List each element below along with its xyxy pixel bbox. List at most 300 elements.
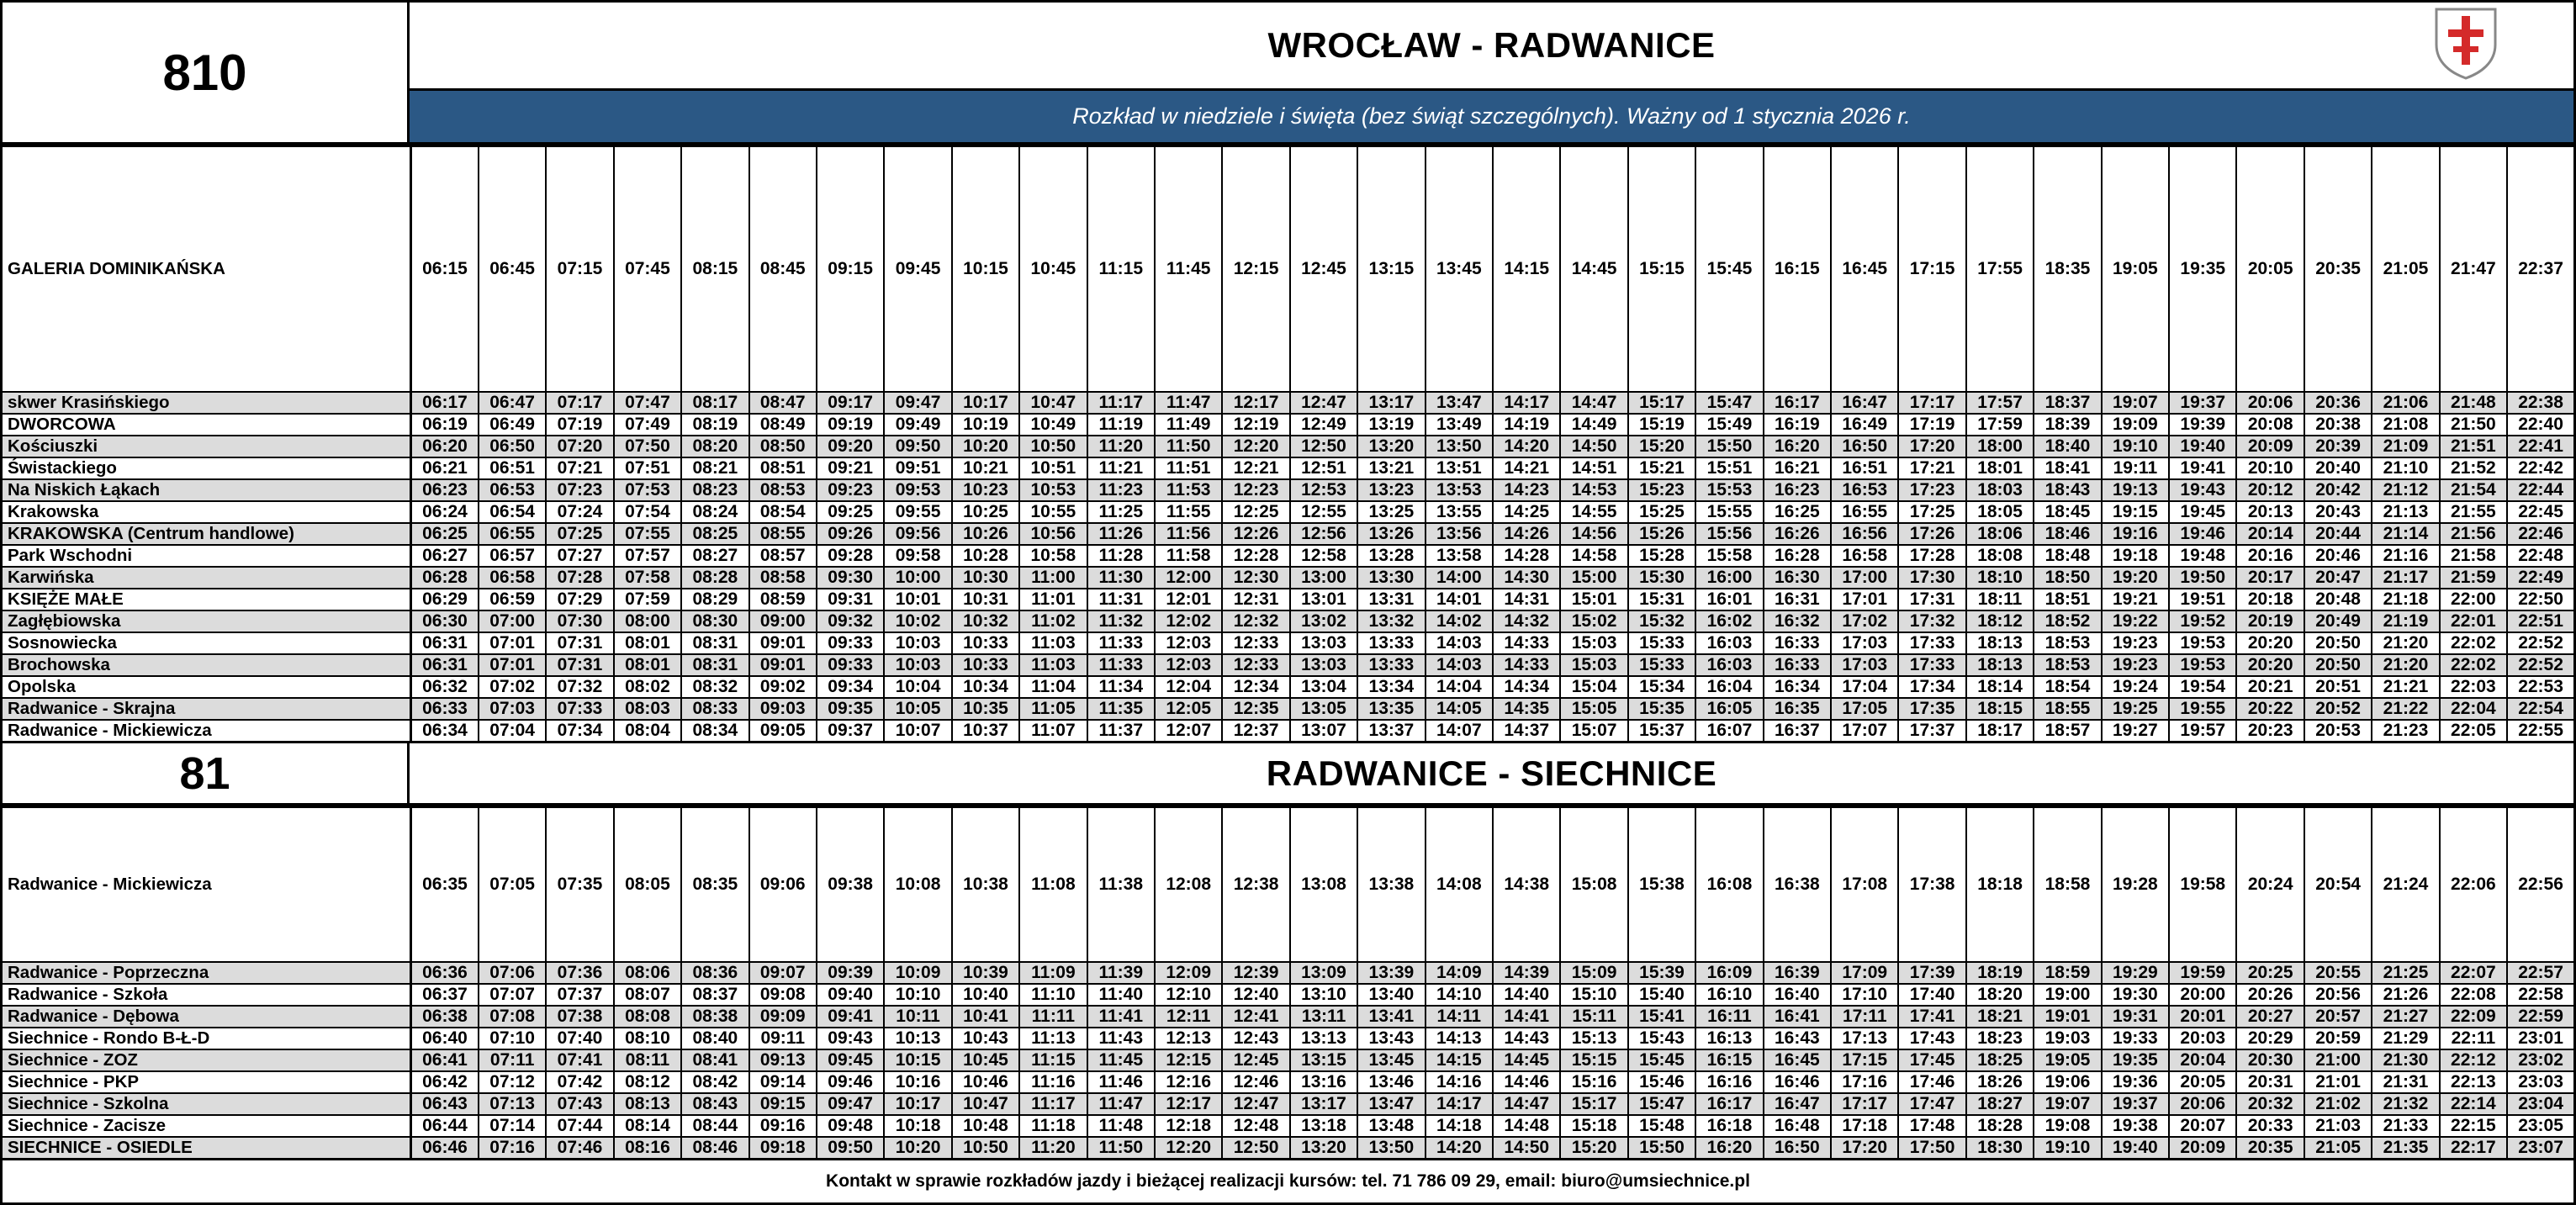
departure-time: 07:34 xyxy=(546,720,613,743)
departure-time: 18:17 xyxy=(1966,720,2034,743)
departure-time: 19:36 xyxy=(2102,1071,2169,1093)
departure-time: 19:11 xyxy=(2102,457,2169,479)
departure-time: 15:47 xyxy=(1695,392,1763,414)
departure-time: 12:28 xyxy=(1222,545,1289,567)
timetable-row xyxy=(2,698,2575,720)
departure-time: 06:24 xyxy=(411,501,479,523)
timetable-row xyxy=(2,1115,2575,1137)
departure-time: 11:13 xyxy=(1019,1028,1087,1049)
departure-time: 22:45 xyxy=(2507,501,2574,523)
departure-time: 20:49 xyxy=(2304,610,2372,632)
departure-time: 10:01 xyxy=(884,589,951,610)
departure-time: 14:40 xyxy=(1493,984,1560,1006)
timetable-row xyxy=(2,1071,2575,1093)
departure-time: 19:52 xyxy=(2169,610,2236,632)
schedule-validity-banner: Rozkład w niedziele i święta (bez świąt szczególnych). Ważny od 1 stycznia 2026 r. xyxy=(410,91,2576,145)
departure-time: 20:20 xyxy=(2236,632,2304,654)
departure-time: 19:45 xyxy=(2169,501,2236,523)
departure-time: 14:49 xyxy=(1560,414,1627,436)
departure-time: 08:58 xyxy=(749,567,817,589)
departure-time: 19:50 xyxy=(2169,567,2236,589)
departure-time: 14:34 xyxy=(1493,676,1560,698)
departure-time: 18:13 xyxy=(1966,632,2034,654)
departure-time: 21:25 xyxy=(2372,962,2439,984)
departure-time: 21:03 xyxy=(2304,1115,2372,1137)
departure-time: 19:06 xyxy=(2034,1071,2101,1093)
departure-time: 16:35 xyxy=(1764,698,1831,720)
departure-time: 10:45 xyxy=(1019,146,1087,393)
departure-time: 14:35 xyxy=(1493,698,1560,720)
departure-time: 07:03 xyxy=(479,698,546,720)
departure-time: 09:37 xyxy=(817,720,884,743)
departure-time: 11:31 xyxy=(1087,589,1155,610)
departure-time: 20:51 xyxy=(2304,676,2372,698)
departure-time: 09:20 xyxy=(817,436,884,457)
timetable-row xyxy=(2,720,2575,743)
departure-time: 15:37 xyxy=(1628,720,1695,743)
departure-time: 09:15 xyxy=(749,1093,817,1115)
departure-time: 16:15 xyxy=(1695,1049,1763,1071)
departure-time: 16:20 xyxy=(1764,436,1831,457)
departure-time: 18:05 xyxy=(1966,501,2034,523)
departure-time: 21:21 xyxy=(2372,676,2439,698)
departure-time: 21:32 xyxy=(2372,1093,2439,1115)
departure-time: 14:17 xyxy=(1493,392,1560,414)
departure-time: 12:53 xyxy=(1290,479,1357,501)
departure-time: 21:47 xyxy=(2440,146,2507,393)
departure-time: 22:51 xyxy=(2507,610,2574,632)
departure-time: 22:41 xyxy=(2507,436,2574,457)
departure-time: 16:03 xyxy=(1695,632,1763,654)
stop-name: Zagłębiowska xyxy=(2,610,411,632)
departure-time: 19:53 xyxy=(2169,632,2236,654)
departure-time: 10:02 xyxy=(884,610,951,632)
departure-time: 07:25 xyxy=(546,523,613,545)
departure-time: 10:47 xyxy=(1019,392,1087,414)
departure-time: 15:11 xyxy=(1560,1006,1627,1028)
departure-time: 16:46 xyxy=(1764,1071,1831,1093)
departure-time: 14:32 xyxy=(1493,610,1560,632)
departure-time: 20:54 xyxy=(2304,807,2372,963)
departure-time: 16:00 xyxy=(1695,567,1763,589)
departure-time: 15:23 xyxy=(1628,479,1695,501)
departure-time: 21:24 xyxy=(2372,807,2439,963)
departure-time: 18:40 xyxy=(2034,436,2101,457)
departure-time: 20:30 xyxy=(2236,1049,2304,1071)
timetable-row xyxy=(2,414,2575,436)
departure-time: 09:40 xyxy=(817,984,884,1006)
departure-time: 13:01 xyxy=(1290,589,1357,610)
departure-time: 08:41 xyxy=(681,1049,748,1071)
departure-time: 13:08 xyxy=(1290,807,1357,963)
departure-time: 20:26 xyxy=(2236,984,2304,1006)
departure-time: 21:20 xyxy=(2372,654,2439,676)
departure-time: 11:38 xyxy=(1087,807,1155,963)
departure-time: 22:12 xyxy=(2440,1049,2507,1071)
timetable-row xyxy=(2,676,2575,698)
departure-time: 16:04 xyxy=(1695,676,1763,698)
departure-time: 06:59 xyxy=(479,589,546,610)
departure-time: 17:19 xyxy=(1898,414,1965,436)
departure-time: 10:34 xyxy=(952,676,1019,698)
departure-time: 08:12 xyxy=(614,1071,681,1093)
departure-time: 15:09 xyxy=(1560,962,1627,984)
departure-time: 09:49 xyxy=(884,414,951,436)
departure-time: 10:56 xyxy=(1019,523,1087,545)
stop-name: GALERIA DOMINIKAŃSKA xyxy=(2,146,411,393)
departure-time: 10:25 xyxy=(952,501,1019,523)
departure-time: 11:11 xyxy=(1019,1006,1087,1028)
departure-time: 07:23 xyxy=(546,479,613,501)
departure-time: 19:37 xyxy=(2169,392,2236,414)
departure-time: 14:25 xyxy=(1493,501,1560,523)
departure-time: 18:53 xyxy=(2034,632,2101,654)
departure-time: 14:39 xyxy=(1493,962,1560,984)
departure-time: 21:13 xyxy=(2372,501,2439,523)
departure-time: 09:30 xyxy=(817,567,884,589)
departure-time: 11:16 xyxy=(1019,1071,1087,1093)
departure-time: 19:41 xyxy=(2169,457,2236,479)
departure-time: 12:05 xyxy=(1155,698,1222,720)
departure-time: 19:46 xyxy=(2169,523,2236,545)
departure-time: 19:25 xyxy=(2102,698,2169,720)
departure-time: 17:50 xyxy=(1898,1137,1965,1160)
departure-time: 22:11 xyxy=(2440,1028,2507,1049)
departure-time: 11:20 xyxy=(1087,436,1155,457)
departure-time: 22:07 xyxy=(2440,962,2507,984)
departure-time: 23:05 xyxy=(2507,1115,2574,1137)
stop-name: Krakowska xyxy=(2,501,411,523)
stop-name: Na Niskich Łąkach xyxy=(2,479,411,501)
departure-time: 15:17 xyxy=(1560,1093,1627,1115)
departure-time: 07:41 xyxy=(546,1049,613,1071)
departure-time: 12:16 xyxy=(1155,1071,1222,1093)
departure-time: 09:35 xyxy=(817,698,884,720)
departure-time: 17:03 xyxy=(1831,632,1898,654)
departure-time: 07:57 xyxy=(614,545,681,567)
departure-time: 22:48 xyxy=(2507,545,2574,567)
departure-time: 15:32 xyxy=(1628,610,1695,632)
departure-time: 16:10 xyxy=(1695,984,1763,1006)
departure-time: 09:26 xyxy=(817,523,884,545)
departure-time: 13:28 xyxy=(1357,545,1425,567)
departure-time: 10:49 xyxy=(1019,414,1087,436)
departure-time: 13:21 xyxy=(1357,457,1425,479)
departure-time: 15:33 xyxy=(1628,632,1695,654)
departure-time: 07:33 xyxy=(546,698,613,720)
departure-time: 12:01 xyxy=(1155,589,1222,610)
departure-time: 11:50 xyxy=(1155,436,1222,457)
departure-time: 18:27 xyxy=(1966,1093,2034,1115)
departure-time: 18:00 xyxy=(1966,436,2034,457)
departure-time: 10:50 xyxy=(952,1137,1019,1160)
departure-time: 18:51 xyxy=(2034,589,2101,610)
departure-time: 11:19 xyxy=(1087,414,1155,436)
departure-time: 15:58 xyxy=(1695,545,1763,567)
departure-time: 09:15 xyxy=(817,146,884,393)
departure-time: 20:04 xyxy=(2169,1049,2236,1071)
departure-time: 19:48 xyxy=(2169,545,2236,567)
departure-time: 19:37 xyxy=(2102,1093,2169,1115)
timetable-row xyxy=(2,654,2575,676)
departure-time: 13:56 xyxy=(1426,523,1493,545)
departure-time: 18:45 xyxy=(2034,501,2101,523)
departure-time: 22:06 xyxy=(2440,807,2507,963)
departure-time: 20:50 xyxy=(2304,654,2372,676)
departure-time: 12:20 xyxy=(1155,1137,1222,1160)
departure-time: 09:19 xyxy=(817,414,884,436)
timetable-row xyxy=(2,146,2575,393)
departure-time: 07:05 xyxy=(479,807,546,963)
departure-time: 12:02 xyxy=(1155,610,1222,632)
departure-time: 11:53 xyxy=(1155,479,1222,501)
departure-time: 17:08 xyxy=(1831,807,1898,963)
departure-time: 15:16 xyxy=(1560,1071,1627,1093)
departure-time: 06:46 xyxy=(411,1137,479,1160)
stop-name: Radwanice - Skrajna xyxy=(2,698,411,720)
departure-time: 20:50 xyxy=(2304,632,2372,654)
departure-time: 15:07 xyxy=(1560,720,1627,743)
contact-footer: Kontakt w sprawie rozkładów jazdy i bieżącej realizacji kursów: tel. 71 786 09 29, email: biuro@umsiechnice.pl xyxy=(0,1160,2576,1205)
departure-time: 16:28 xyxy=(1764,545,1831,567)
departure-time: 16:45 xyxy=(1764,1049,1831,1071)
departure-time: 08:32 xyxy=(681,676,748,698)
departure-time: 10:20 xyxy=(884,1137,951,1160)
departure-time: 20:39 xyxy=(2304,436,2372,457)
departure-time: 13:47 xyxy=(1426,392,1493,414)
timetable-row xyxy=(2,1049,2575,1071)
departure-time: 22:00 xyxy=(2440,589,2507,610)
departure-time: 18:20 xyxy=(1966,984,2034,1006)
departure-time: 18:11 xyxy=(1966,589,2034,610)
departure-time: 08:20 xyxy=(681,436,748,457)
departure-time: 08:00 xyxy=(614,610,681,632)
departure-time: 16:07 xyxy=(1695,720,1763,743)
departure-time: 15:31 xyxy=(1628,589,1695,610)
departure-time: 13:51 xyxy=(1426,457,1493,479)
departure-time: 15:53 xyxy=(1695,479,1763,501)
departure-time: 21:22 xyxy=(2372,698,2439,720)
departure-time: 07:46 xyxy=(546,1137,613,1160)
departure-time: 10:33 xyxy=(952,654,1019,676)
departure-time: 07:36 xyxy=(546,962,613,984)
departure-time: 09:39 xyxy=(817,962,884,984)
departure-time: 20:35 xyxy=(2304,146,2372,393)
departure-time: 19:22 xyxy=(2102,610,2169,632)
departure-time: 20:21 xyxy=(2236,676,2304,698)
departure-time: 07:14 xyxy=(479,1115,546,1137)
departure-time: 13:20 xyxy=(1357,436,1425,457)
departure-time: 10:00 xyxy=(884,567,951,589)
departure-time: 20:35 xyxy=(2236,1137,2304,1160)
departure-time: 13:41 xyxy=(1357,1006,1425,1028)
departure-time: 12:13 xyxy=(1155,1028,1222,1049)
departure-time: 16:49 xyxy=(1831,414,1898,436)
departure-time: 11:45 xyxy=(1087,1049,1155,1071)
departure-time: 13:18 xyxy=(1290,1115,1357,1137)
departure-time: 20:36 xyxy=(2304,392,2372,414)
departure-time: 11:03 xyxy=(1019,632,1087,654)
departure-time: 07:17 xyxy=(546,392,613,414)
departure-time: 07:20 xyxy=(546,436,613,457)
departure-time: 21:26 xyxy=(2372,984,2439,1006)
departure-time: 22:02 xyxy=(2440,632,2507,654)
departure-time: 06:43 xyxy=(411,1093,479,1115)
departure-time: 19:59 xyxy=(2169,962,2236,984)
departure-time: 16:11 xyxy=(1695,1006,1763,1028)
departure-time: 22:44 xyxy=(2507,479,2574,501)
departure-time: 12:19 xyxy=(1222,414,1289,436)
departure-time: 21:33 xyxy=(2372,1115,2439,1137)
departure-time: 06:34 xyxy=(411,720,479,743)
stop-name: Sosnowiecka xyxy=(2,632,411,654)
departure-time: 18:58 xyxy=(2034,807,2101,963)
departure-time: 22:02 xyxy=(2440,654,2507,676)
departure-time: 10:47 xyxy=(952,1093,1019,1115)
departure-time: 13:30 xyxy=(1357,567,1425,589)
departure-time: 21:12 xyxy=(2372,479,2439,501)
departure-time: 08:37 xyxy=(681,984,748,1006)
departure-time: 20:43 xyxy=(2304,501,2372,523)
departure-time: 19:00 xyxy=(2034,984,2101,1006)
departure-time: 06:21 xyxy=(411,457,479,479)
departure-time: 20:44 xyxy=(2304,523,2372,545)
departure-time: 17:46 xyxy=(1898,1071,1965,1093)
departure-time: 18:15 xyxy=(1966,698,2034,720)
departure-time: 14:58 xyxy=(1560,545,1627,567)
departure-time: 10:03 xyxy=(884,632,951,654)
departure-time: 13:46 xyxy=(1357,1071,1425,1093)
departure-time: 08:59 xyxy=(749,589,817,610)
departure-time: 08:36 xyxy=(681,962,748,984)
departure-time: 21:20 xyxy=(2372,632,2439,654)
departure-time: 20:31 xyxy=(2236,1071,2304,1093)
departure-time: 11:02 xyxy=(1019,610,1087,632)
departure-time: 08:43 xyxy=(681,1093,748,1115)
stop-name: Siechnice - Rondo B-Ł-D xyxy=(2,1028,411,1049)
departure-time: 16:48 xyxy=(1764,1115,1831,1137)
departure-time: 23:02 xyxy=(2507,1049,2574,1071)
departure-time: 16:33 xyxy=(1764,654,1831,676)
departure-time: 17:11 xyxy=(1831,1006,1898,1028)
departure-time: 11:28 xyxy=(1087,545,1155,567)
departure-time: 19:10 xyxy=(2102,436,2169,457)
departure-time: 10:20 xyxy=(952,436,1019,457)
departure-time: 19:31 xyxy=(2102,1006,2169,1028)
departure-time: 09:34 xyxy=(817,676,884,698)
departure-time: 07:12 xyxy=(479,1071,546,1093)
departure-time: 09:18 xyxy=(749,1137,817,1160)
departure-time: 14:15 xyxy=(1426,1049,1493,1071)
departure-time: 10:09 xyxy=(884,962,951,984)
departure-time: 11:50 xyxy=(1087,1137,1155,1160)
departure-time: 16:05 xyxy=(1695,698,1763,720)
departure-time: 14:16 xyxy=(1426,1071,1493,1093)
departure-time: 10:26 xyxy=(952,523,1019,545)
departure-time: 10:48 xyxy=(952,1115,1019,1137)
departure-time: 14:38 xyxy=(1493,807,1560,963)
departure-time: 18:25 xyxy=(1966,1049,2034,1071)
departure-time: 14:43 xyxy=(1493,1028,1560,1049)
departure-time: 22:55 xyxy=(2507,720,2574,743)
departure-time: 22:53 xyxy=(2507,676,2574,698)
departure-time: 07:35 xyxy=(546,807,613,963)
departure-time: 21:14 xyxy=(2372,523,2439,545)
departure-time: 18:53 xyxy=(2034,654,2101,676)
stop-name: Radwanice - Dębowa xyxy=(2,1006,411,1028)
departure-time: 10:16 xyxy=(884,1071,951,1093)
departure-time: 12:00 xyxy=(1155,567,1222,589)
departure-time: 13:02 xyxy=(1290,610,1357,632)
departure-time: 09:07 xyxy=(749,962,817,984)
departure-time: 19:30 xyxy=(2102,984,2169,1006)
departure-time: 07:45 xyxy=(614,146,681,393)
departure-time: 06:53 xyxy=(479,479,546,501)
departure-time: 12:25 xyxy=(1222,501,1289,523)
departure-time: 07:15 xyxy=(546,146,613,393)
departure-time: 11:47 xyxy=(1155,392,1222,414)
departure-time: 20:10 xyxy=(2236,457,2304,479)
departure-time: 12:18 xyxy=(1155,1115,1222,1137)
departure-time: 20:12 xyxy=(2236,479,2304,501)
departure-time: 16:03 xyxy=(1695,654,1763,676)
departure-time: 06:28 xyxy=(411,567,479,589)
departure-time: 18:12 xyxy=(1966,610,2034,632)
departure-time: 09:11 xyxy=(749,1028,817,1049)
departure-time: 20:09 xyxy=(2169,1137,2236,1160)
departure-time: 18:14 xyxy=(1966,676,2034,698)
departure-time: 08:16 xyxy=(614,1137,681,1160)
departure-time: 09:41 xyxy=(817,1006,884,1028)
departure-time: 14:21 xyxy=(1493,457,1560,479)
departure-time: 12:32 xyxy=(1222,610,1289,632)
departure-time: 06:31 xyxy=(411,654,479,676)
departure-time: 13:10 xyxy=(1290,984,1357,1006)
departure-time: 10:15 xyxy=(884,1049,951,1071)
departure-time: 16:39 xyxy=(1764,962,1831,984)
departure-time: 20:07 xyxy=(2169,1115,2236,1137)
departure-time: 07:16 xyxy=(479,1137,546,1160)
departure-time: 18:35 xyxy=(2034,146,2101,393)
departure-time: 19:07 xyxy=(2034,1093,2101,1115)
departure-time: 10:35 xyxy=(952,698,1019,720)
departure-time: 16:23 xyxy=(1764,479,1831,501)
departure-time: 07:47 xyxy=(614,392,681,414)
departure-time: 16:50 xyxy=(1764,1137,1831,1160)
timetable-row xyxy=(2,589,2575,610)
departure-time: 15:56 xyxy=(1695,523,1763,545)
departure-time: 09:38 xyxy=(817,807,884,963)
departure-time: 14:20 xyxy=(1426,1137,1493,1160)
departure-time: 12:03 xyxy=(1155,632,1222,654)
stop-name: Radwanice - Szkoła xyxy=(2,984,411,1006)
departure-time: 07:44 xyxy=(546,1115,613,1137)
departure-time: 11:47 xyxy=(1087,1093,1155,1115)
departure-time: 13:15 xyxy=(1290,1049,1357,1071)
departure-time: 19:23 xyxy=(2102,632,2169,654)
departure-time: 06:19 xyxy=(411,414,479,436)
departure-time: 09:00 xyxy=(749,610,817,632)
departure-time: 12:23 xyxy=(1222,479,1289,501)
departure-time: 08:44 xyxy=(681,1115,748,1137)
departure-time: 15:28 xyxy=(1628,545,1695,567)
departure-time: 09:58 xyxy=(884,545,951,567)
departure-time: 17:18 xyxy=(1831,1115,1898,1137)
departure-time: 12:17 xyxy=(1155,1093,1222,1115)
departure-time: 07:04 xyxy=(479,720,546,743)
departure-time: 17:09 xyxy=(1831,962,1898,984)
departure-time: 07:37 xyxy=(546,984,613,1006)
